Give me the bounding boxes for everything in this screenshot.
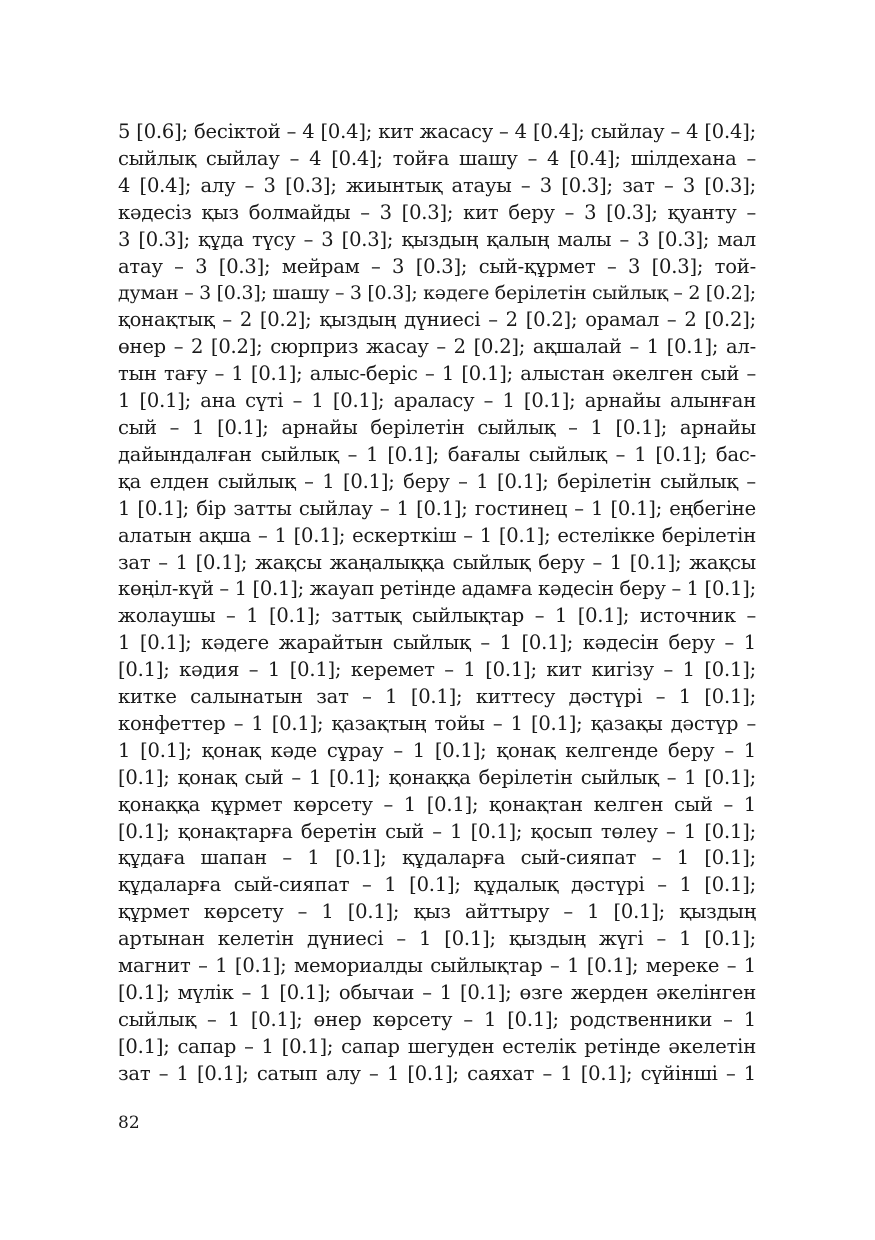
text-line: [0.1]; сапар – 1 [0.1]; сапар шегуден естелік ретінде әкелетін bbox=[118, 1034, 756, 1058]
text-line: конфеттер – 1 [0.1]; қазақтың тойы – 1 [0.1]; қазақы дәстүр – bbox=[118, 711, 756, 735]
body-text bbox=[118, 119, 756, 1088]
text-line: қа елден сыйлық – 1 [0.1]; беру – 1 [0.1]; берілетін сыйлық – bbox=[118, 469, 756, 493]
text-line: 1 [0.1]; бір затты сыйлау – 1 [0.1]; гостинец – 1 [0.1]; еңбегіне bbox=[118, 496, 756, 520]
text-line: жолаушы – 1 [0.1]; заттық сыйлықтар – 1 [0.1]; источник – bbox=[118, 604, 756, 628]
text-line: 1 [0.1]; ана сүті – 1 [0.1]; араласу – 1 [0.1]; арнайы алынған bbox=[118, 389, 756, 413]
text-line: думан – 3 [0.3]; шашу – 3 [0.3]; кәдеге берілетін сыйлық – 2 [0.2]; bbox=[118, 282, 756, 305]
text-line: атау – 3 [0.3]; мейрам – 3 [0.3]; сый-құрмет – 3 [0.3]; той- bbox=[118, 254, 756, 278]
text-line: зат – 1 [0.1]; сатып алу – 1 [0.1]; саяхат – 1 [0.1]; сүйінші – 1 bbox=[118, 1061, 756, 1085]
text-line: [0.1]; кәдия – 1 [0.1]; керемет – 1 [0.1]; кит кигізу – 1 [0.1]; bbox=[118, 658, 756, 682]
text-line: [0.1]; қонақ сый – 1 [0.1]; қонаққа берілетін сыйлық – 1 [0.1]; bbox=[118, 765, 756, 789]
text-line: сыйлық – 1 [0.1]; өнер көрсету – 1 [0.1]; родственники – 1 bbox=[118, 1007, 756, 1031]
text-line: қонақтық – 2 [0.2]; қыздың дүниесі – 2 [0.2]; орамал – 2 [0.2]; bbox=[118, 308, 756, 332]
text-line: құдаларға сый-сияпат – 1 [0.1]; құдалық дәстүрі – 1 [0.1]; bbox=[118, 873, 756, 897]
text-line: китке салынатын зат – 1 [0.1]; киттесу дәстүрі – 1 [0.1]; bbox=[118, 685, 756, 709]
text-line: 4 [0.4]; алу – 3 [0.3]; жиынтық атауы – 3 [0.3]; зат – 3 [0.3]; bbox=[118, 173, 756, 197]
text-line: өнер – 2 [0.2]; сюрприз жасау – 2 [0.2]; ақшалай – 1 [0.1]; ал- bbox=[118, 335, 756, 359]
text-line: сыйлық сыйлау – 4 [0.4]; тойға шашу – 4 [0.4]; шілдехана – bbox=[118, 146, 756, 170]
text-line: 1 [0.1]; кәдеге жарайтын сыйлық – 1 [0.1]; кәдесін беру – 1 bbox=[118, 631, 756, 655]
text-line: алатын ақша – 1 [0.1]; ескерткіш – 1 [0.1]; естелікке берілетін bbox=[118, 523, 756, 547]
text-line: көңіл-күй – 1 [0.1]; жауап ретінде адамға кәдесін беру – 1 [0.1]; bbox=[118, 577, 756, 601]
text-line: артынан келетін дүниесі – 1 [0.1]; қыздың жүгі – 1 [0.1]; bbox=[118, 927, 756, 951]
text-line: құдаға шапан – 1 [0.1]; құдаларға сый-сияпат – 1 [0.1]; bbox=[118, 846, 756, 870]
text-line: 1 [0.1]; қонақ кәде сұрау – 1 [0.1]; қонақ келгенде беру – 1 bbox=[118, 738, 756, 762]
text-line: құрмет көрсету – 1 [0.1]; қыз айттыру – 1 [0.1]; қыздың bbox=[118, 900, 756, 924]
text-line: [0.1]; мүлік – 1 [0.1]; обычаи – 1 [0.1]; өзге жерден әкелінген bbox=[118, 981, 756, 1004]
text-line: сый – 1 [0.1]; арнайы берілетін сыйлық – 1 [0.1]; арнайы bbox=[118, 415, 756, 439]
page-number: 82 bbox=[118, 1113, 140, 1133]
text-line: тын тағу – 1 [0.1]; алыс-беріс – 1 [0.1]; алыстан әкелген сый – bbox=[118, 362, 756, 386]
text-line: 3 [0.3]; құда түсу – 3 [0.3]; қыздың қалың малы – 3 [0.3]; мал bbox=[118, 227, 756, 251]
text-line: дайындалған сыйлық – 1 [0.1]; бағалы сыйлық – 1 [0.1]; бас- bbox=[118, 442, 756, 466]
text-line: зат – 1 [0.1]; жақсы жаңалыққа сыйлық беру – 1 [0.1]; жақсы bbox=[118, 550, 756, 574]
text-line: магнит – 1 [0.1]; мемориалды сыйлықтар – 1 [0.1]; мереке – 1 bbox=[118, 954, 756, 978]
text-line: кәдесіз қыз болмайды – 3 [0.3]; кит беру – 3 [0.3]; қуанту – bbox=[118, 200, 756, 224]
text-line: қонаққа құрмет көрсету – 1 [0.1]; қонақтан келген сый – 1 bbox=[118, 792, 756, 816]
text-line: [0.1]; қонақтарға беретін сый – 1 [0.1]; қосып төлеу – 1 [0.1]; bbox=[118, 819, 756, 843]
text-line: 5 [0.6]; бесіктой – 4 [0.4]; кит жасасу – 4 [0.4]; сыйлау – 4 [0.4]; bbox=[118, 120, 756, 143]
